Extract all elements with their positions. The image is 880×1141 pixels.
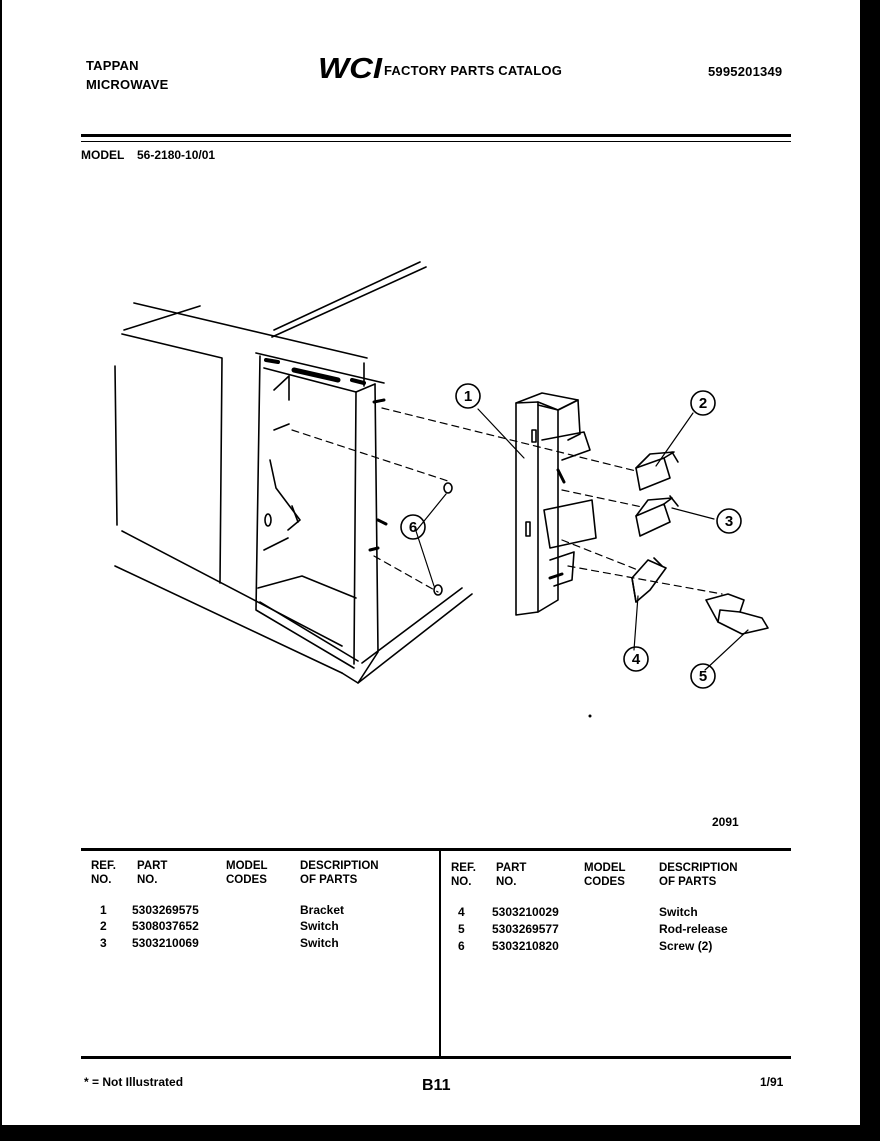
row-desc: Rod-release	[659, 922, 728, 936]
row-ref: 6	[458, 939, 465, 953]
row-desc: Switch	[300, 919, 339, 933]
row-part: 5303210029	[492, 905, 559, 919]
cabinet-outline	[115, 262, 472, 683]
row-ref: 5	[458, 922, 465, 936]
exploded-guide-lines	[292, 408, 722, 594]
model-number: 56-2180-10/01	[137, 148, 216, 162]
callout-circles	[401, 384, 741, 688]
rod-release-part	[706, 594, 768, 634]
row-part: 5303210069	[132, 936, 199, 950]
row-ref: 1	[100, 903, 107, 917]
catalog-page	[2, 0, 860, 1125]
row-part: 5303269577	[492, 922, 559, 936]
callout-labels	[409, 388, 733, 685]
row-ref: 2	[100, 919, 107, 933]
callout-4: 4	[631, 651, 641, 668]
callout-leaders	[416, 409, 748, 670]
header-part-right: PART NO.	[496, 862, 527, 888]
callout-6: 6	[408, 519, 418, 536]
page-code: B11	[422, 1077, 451, 1094]
product-type: MICROWAVE	[86, 77, 169, 92]
model-label: MODEL	[81, 148, 125, 162]
table-top-rule	[81, 848, 791, 851]
catalog-title: FACTORY PARTS CATALOG	[384, 63, 563, 78]
row-desc: Bracket	[300, 903, 345, 917]
callout-3: 3	[724, 513, 734, 530]
row-desc: Screw (2)	[659, 939, 713, 953]
header-desc: DESCRIPTION OF PARTS	[300, 860, 379, 886]
brand-name: TAPPAN	[86, 58, 139, 73]
row-desc: Switch	[659, 905, 698, 919]
catalog-number: 5995201349	[708, 64, 783, 79]
header-codes-right: MODEL CODES	[584, 862, 626, 888]
row-part: 5303269575	[132, 903, 199, 917]
screws-part-6	[434, 483, 452, 595]
header-codes: MODEL CODES	[226, 860, 268, 886]
catalog-date: 1/91	[760, 1075, 784, 1089]
table-bottom-rule	[81, 1056, 791, 1059]
table-divider	[439, 851, 441, 1059]
header-desc-right: DESCRIPTION OF PARTS	[659, 862, 738, 888]
logo-text: WCI	[318, 53, 384, 84]
row-part: 5308037652	[132, 919, 199, 933]
callout-5: 5	[698, 668, 708, 685]
bracket-part	[516, 393, 596, 615]
not-illustrated-note: * = Not Illustrated	[84, 1075, 184, 1089]
row-desc: Switch	[300, 936, 339, 950]
header-part: PART NO.	[137, 860, 168, 886]
switch-part-3	[636, 496, 678, 536]
callout-1: 1	[463, 388, 473, 405]
exploded-parts-diagram	[2, 0, 860, 760]
row-part: 5303210820	[492, 939, 559, 953]
switch-part-4	[632, 558, 666, 602]
figure-number: 2091	[712, 815, 739, 829]
row-ref: 3	[100, 936, 107, 950]
row-ref: 4	[458, 905, 465, 919]
header-ref-right: REF. NO.	[451, 862, 476, 888]
switch-part-2	[636, 452, 678, 490]
header-ref: REF. NO.	[91, 860, 116, 886]
callout-2: 2	[698, 395, 708, 412]
